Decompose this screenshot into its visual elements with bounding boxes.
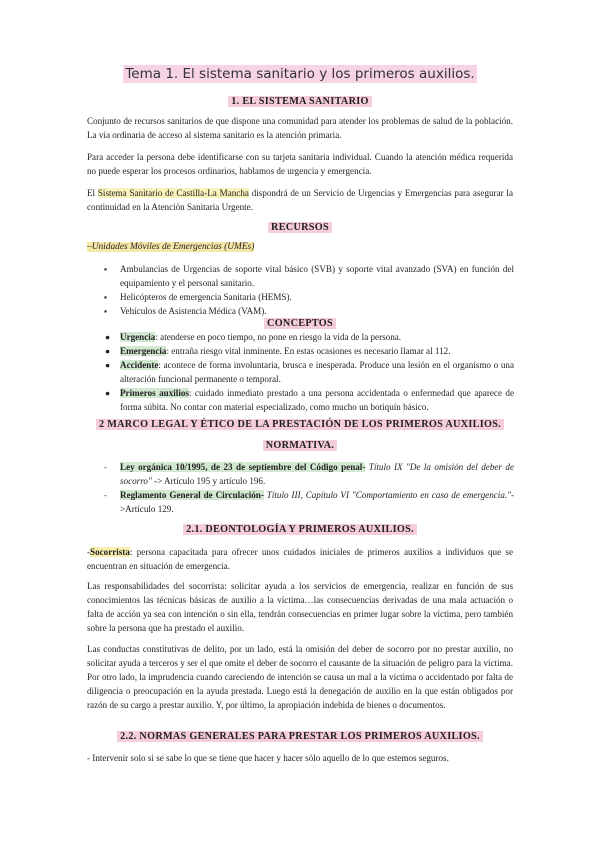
document-title-text: Tema 1. El sistema sanitario y los primeros auxilios. [125,66,475,82]
heading-recursos-text: RECURSOS [268,222,332,233]
list-item: Vehículos de Asistencia Médica (VAM). [120,306,267,316]
castilla-post: dispondrá de un Servicio de Urgencias y Emergencias para asegurar la continuidad en la Atención Sanitaria Urgente. [87,188,513,212]
subheading-umes-text: –Unidades Móviles de Emergencias (UMEs) [87,242,255,252]
heading-marco-legal [0,419,600,430]
socorrista-text: : persona capacitada para ofrecer unos cuidados iniciales de primeros auxilios a individuos que se encuentran en situación de emergencia. [87,547,513,571]
heading-normativa [0,440,600,451]
bullet-icon: ● [105,346,111,356]
bullet-icon: ▪ [104,264,108,274]
concept-term: Primeros auxilios [120,388,189,398]
heading-recursos [0,222,600,233]
heading-deontologia-text: 2.1. DEONTOLOGÍA Y PRIMEROS AUXILIOS. [183,524,417,535]
bullet-icon: ▪ [104,306,108,316]
dash-bullet: - [104,490,107,500]
paragraph-intervenir: - Intervenir solo si se sabe lo que se tiene que hacer y hacer sólo aquello de lo que estemos seguros. [87,753,449,763]
paragraph-conductas-delito: Las conductas constitutivas de delito, por un lado, está la omisión del deber de socorro por no prestar auxilio, no solicitar ayuda a terceros y ser el que omite el deber de socorro el causante de la situación de peligro para la víctima. Por otro lado, la imprudencia cuando careciendo de intención se causa un mal a la víctima o accidentado por falta de diligencia o preocupación en la ayuda prestada. Luego está la denegación de auxilio en la que están obligados por razón de su cargo a prestar auxilio. Y, por último, la apropiación indebida de bienes o documentos. [87,644,513,710]
heading-marco-legal-text: 2 MARCO LEGAL Y ÉTICO DE LA PRESTACIÓN DE LOS PRIMEROS AUXILIOS. [96,419,504,430]
subheading-umes [87,242,254,252]
heading-conceptos [0,318,600,329]
concept-item [120,386,514,414]
law-italic: Título III, Capítulo VI "Comportamiento en caso de emergencia." [263,490,511,500]
concept-item [120,344,514,358]
bullet-icon: ● [105,388,111,398]
socorrista-term: Socorrista [90,547,130,557]
castilla-pre: El [87,188,98,198]
concept-term: Emergencia [120,346,167,356]
heading-sistema-sanitario-text: 1. EL SISTEMA SANITARIO [228,96,372,107]
concept-term: Urgencia [120,332,156,342]
heading-normativa-text: NORMATIVA. [263,440,338,451]
bullet-icon: ▪ [104,292,108,302]
concept-text: : entraña riesgo vital inminente. En estas ocasiones es necesario llamar al 112. [166,346,451,356]
concept-text: : cuidado inmediato prestado a una persona accidentada o enfermedad que aparece de forma súbita. No contar con material especializado, como mucho un botiquín básico. [120,388,515,412]
socorrista-dash: - [87,547,91,557]
concept-text: : atenderse en poco tiempo, no pone en riesgo la vida de la persona. [155,332,402,342]
list-item: Helicópteros de emergencia Sanitaria (HEMS). [120,292,292,302]
castilla-highlight: Sistema Sanitario de Castilla-La Mancha [97,188,249,198]
law-title: Reglamento General de Circulación- [120,490,264,500]
heading-sistema-sanitario [0,96,600,107]
concept-text: : acontece de forma involuntaria, brusca e inesperada. Produce una lesión en el organismo o una alteración funcional permanente o temporal. [120,360,514,384]
concept-item [120,330,514,344]
heading-deontologia [0,524,600,535]
paragraph-definicion: Conjunto de recursos sanitarios de que dispone una comunidad para atender los problemas de salud de la población. La vía ordinaria de acceso al sistema sanitario es la atención primaria. [87,116,513,140]
concept-term: Accidente [120,360,159,370]
bullet-icon: ● [105,360,111,370]
law-item-reglamento [120,488,514,516]
law-rest: -> Artículo 195 y artículo 196. [151,476,266,486]
list-item: Ambulancias de Urgencias de soporte vital básico (SVB) y soporte vital avanzado (SVA) en función del equipamiento y el personal sanitario. [120,264,514,288]
paragraph-socorrista [87,545,513,573]
law-item-codigo-penal [120,460,514,488]
bullet-icon: ● [105,332,111,342]
law-rest: ->Artículo 129. [120,490,514,514]
law-italic: Título IX "De la omisión del deber de socorro" [120,462,514,486]
paragraph-responsabilidades: Las responsabilidades del socorrista: solicitar ayuda a los servicios de emergencia, realizar en función de sus conocimientos las técnicas básicas de auxilio a la víctima…las consecuencias derivadas de una mala actuación o falta de acción ya sea con intención o sin ella, tendrán consecuencias en primer lugar sobre la víctima, pero también sobre la persona que ha prestado el auxilio. [87,581,513,633]
heading-normas-generales-text: 2.2. NORMAS GENERALES PARA PRESTAR LOS PRIMEROS AUXILIOS. [117,731,483,742]
dash-bullet: - [104,462,107,472]
law-title: Ley orgánica 10/1995, de 23 de septiembre del Código penal- [120,462,366,472]
paragraph-acceso: Para acceder la persona debe identificarse con su tarjeta sanitaria individual. Cuando la atención médica requerida no puede esperar los procesos ordinarios, hablamos de urgencia y emergencia. [87,152,513,176]
heading-conceptos-text: CONCEPTOS [264,318,336,329]
paragraph-castilla [87,186,513,214]
document-title [0,66,600,82]
heading-normas-generales [0,731,600,742]
concept-item [120,358,514,386]
